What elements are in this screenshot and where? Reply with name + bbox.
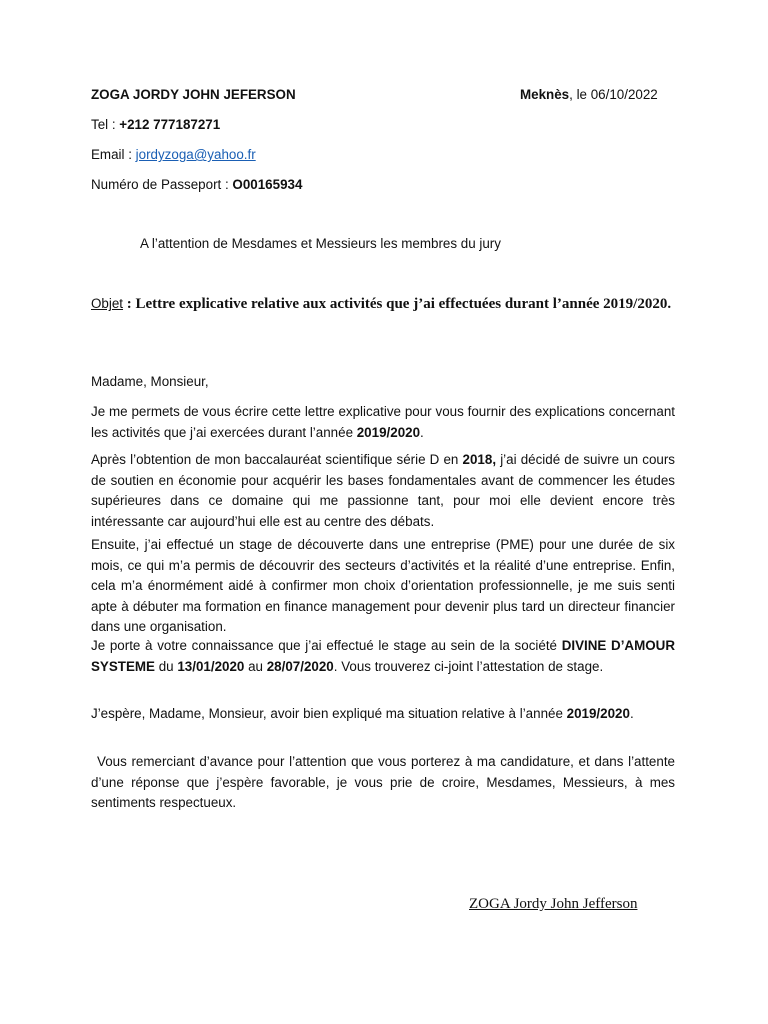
paragraph-4	[91, 636, 675, 677]
paragraph-5	[91, 704, 675, 725]
p1-text: Je me permets de vous écrire cette lettre explicative pour vous fournir des explications concernant les activités que j’ai exercées durant l’année	[91, 404, 675, 440]
place-city: Meknès	[520, 87, 570, 102]
sender-name: ZOGA JORDY JOHN JEFERSON	[91, 87, 296, 102]
letter-date: , le 06/10/2022	[569, 87, 658, 102]
objet-label: Objet	[91, 296, 124, 311]
p1-year: 2019/2020	[356, 424, 421, 440]
p5-text: J’espère, Madame, Monsieur, avoir bien expliqué ma situation relative à l’année	[91, 706, 567, 721]
paragraph-3: Ensuite, j’ai effectué un stage de découverte dans une entreprise (PME) pour une durée de six mois, ce qui m’a permis de découvrir des secteurs d’activités et la réalité d’une entreprise. Enfin, cela m’a énormément aidé à confirmer mon choix d’orientation professionnelle, je me suis senti apte à débuter ma formation en finance management pour devenir plus tard un directeur financier dans une organisation.	[91, 537, 675, 634]
email-link[interactable]: jordyzoga@yahoo.fr	[135, 147, 256, 162]
p5-year: 2019/2020	[566, 706, 630, 721]
objet-text: : Lettre explicative relative aux activités que j’ai effectuées durant l’année 2019/2020.	[123, 296, 672, 312]
attention-line: A l’attention de Mesdames et Messieurs les membres du jury	[140, 236, 501, 251]
p1-end: .	[420, 424, 424, 440]
sender-passport	[91, 177, 302, 192]
place-date	[520, 87, 658, 102]
p2-year: 2018,	[462, 452, 497, 467]
phone-label: Tel :	[91, 117, 120, 132]
p4-end-date: 28/07/2020	[266, 658, 334, 674]
p2-text: Après l’obtention de mon baccalauréat scientifique série D en	[91, 452, 463, 467]
sender-email	[91, 147, 256, 162]
p4-text: Je porte à votre connaissance que j’ai effectué le stage au sein de la société	[91, 638, 562, 653]
paragraph-6: Vous remerciant d’avance pour l’attention que vous porterez à ma candidature, et dans l’attente d’une réponse que j’espère favorable, je vous prie de croire, Mesdames, Messieurs, à mes sentiments respectueux.	[91, 754, 675, 810]
p4-du: du	[155, 658, 178, 674]
p4-au: au	[244, 658, 267, 674]
passport-value: O00165934	[232, 177, 303, 192]
salutation: Madame, Monsieur,	[91, 374, 209, 389]
objet-line	[91, 293, 675, 315]
p5-end: .	[629, 706, 634, 721]
p4-rest: . Vous trouverez ci-joint l’attestation de stage.	[333, 658, 604, 674]
passport-label: Numéro de Passeport :	[91, 177, 233, 192]
signature: ZOGA Jordy John Jefferson	[469, 896, 638, 912]
phone-value: +212 777187271	[119, 117, 221, 132]
p4-company: DIVINE D’AMOUR SYSTEME	[91, 638, 675, 674]
email-label: Email :	[91, 147, 136, 162]
p2-rest: j’ai décidé de suivre un cours de soutien en économie pour acquérir les bases fondamentales avant de commencer les études supérieures dans ce domaine qui me passionne tant, pour moi elle devient encore très intéressante car aujourd’hui elle est au centre des débats.	[91, 452, 675, 529]
p4-start-date: 13/01/2020	[177, 658, 245, 674]
sender-phone	[91, 117, 220, 132]
paragraph-2	[91, 450, 675, 532]
paragraph-1	[91, 402, 675, 443]
